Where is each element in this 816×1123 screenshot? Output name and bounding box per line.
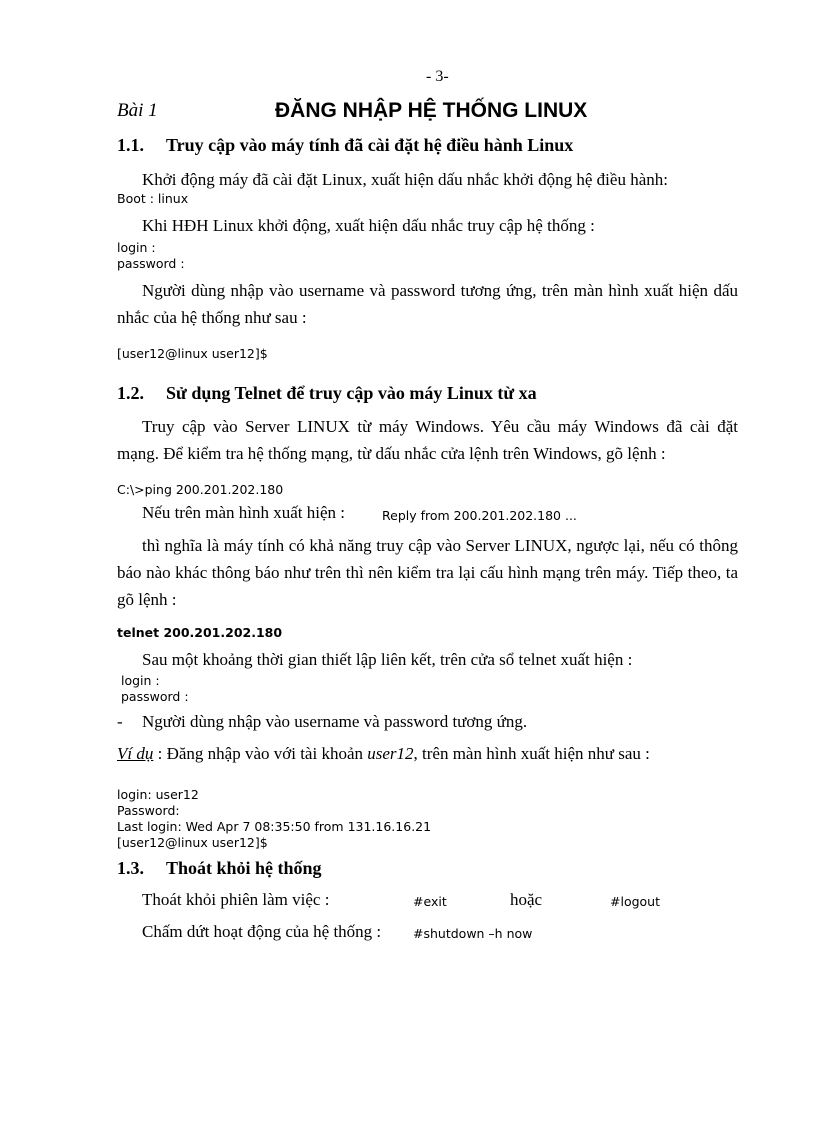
s1-code-login [117,240,185,272]
output-line-4: [user12@linux user12]$ [117,835,268,850]
shutdown-command: #shutdown –h now [413,926,533,941]
reply-output: Reply from 200.201.202.180 ... [382,508,577,523]
login-line: login : [117,240,156,255]
example-user: user12 [367,744,414,763]
s1-paragraph-3: Người dùng nhập vào username và password tương ứng, trên màn hình xuất hiện dấu nhắc của hệ thống như sau : [117,281,738,327]
example-intro: : Đăng nhập vào với tài khoản [153,744,368,763]
exit-command: #exit [413,894,447,909]
s2-paragraph-3: Sau một khoảng thời gian thiết lập liên kết, trên cửa sổ telnet xuất hiện : [142,650,633,669]
boot-prompt: Boot : linux [117,191,189,206]
logout-command: #logout [610,894,660,909]
bullet-dash: - [117,712,123,731]
reply-label: Nếu trên màn hình xuất hiện : [142,503,346,522]
telnet-login-block [121,673,189,705]
shutdown-label: Chấm dứt hoạt động của hệ thống : [142,922,382,941]
lesson-label: Bài 1 [117,100,158,121]
bullet-text: Người dùng nhập vào username và password tương ứng. [142,712,528,731]
page-number: - 3- [426,68,449,85]
output-line-1: login: user12 [117,787,199,802]
exit-label: Thoát khỏi phiên làm việc : [142,890,330,909]
ping-command: C:\>ping 200.201.202.180 [117,482,284,497]
output-line-2: Password: [117,803,180,818]
telnet-login-line: login : [121,673,160,688]
s1-paragraph-2: Khi HĐH Linux khởi động, xuất hiện dấu nhắc truy cập hệ thống : [142,216,595,235]
s1-paragraph-1: Khởi động máy đã cài đặt Linux, xuất hiện dấu nhắc khởi động hệ điều hành: [142,170,668,189]
or-word: hoặc [510,890,543,909]
section-1-1-number: 1.1. [117,135,144,155]
example-line [117,744,650,764]
section-1-3-number: 1.3. [117,858,144,878]
telnet-command: telnet 200.201.202.180 [117,625,283,640]
s2-paragraph-2: thì nghĩa là máy tính có khả năng truy cập vào Server LINUX, ngược lại, nếu có thông báo nào khác thông báo như trên thì nên kiểm tra lại cấu hình mạng trên máy. Tiếp theo, ta gõ lệnh : [117,536,738,609]
section-1-2-number: 1.2. [117,383,144,403]
telnet-password-line: password : [121,689,189,704]
login-output-block [117,787,431,851]
output-line-3: Last login: Wed Apr 7 08:35:50 from 131.16.16.21 [117,819,432,834]
shell-prompt: [user12@linux user12]$ [117,346,268,361]
example-label: Ví dụ [117,744,154,763]
section-1-3-title: Thoát khỏi hệ thống [166,858,322,878]
section-1-1-title: Truy cập vào máy tính đã cài đặt hệ điều hành Linux [166,135,574,155]
example-rest: , trên màn hình xuất hiện như sau : [413,744,650,763]
s2-paragraph-1: Truy cập vào Server LINUX từ máy Windows. Yêu cầu máy Windows đã cài đặt mạng. Để kiểm tra hệ thống mạng, từ dấu nhắc cửa lệnh trên Windows, gõ lệnh : [117,417,738,463]
section-1-2-title: Sử dụng Telnet để truy cập vào máy Linux từ xa [166,383,537,403]
password-line: password : [117,256,185,271]
lesson-title: ĐĂNG NHẬP HỆ THỐNG LINUX [275,99,588,122]
